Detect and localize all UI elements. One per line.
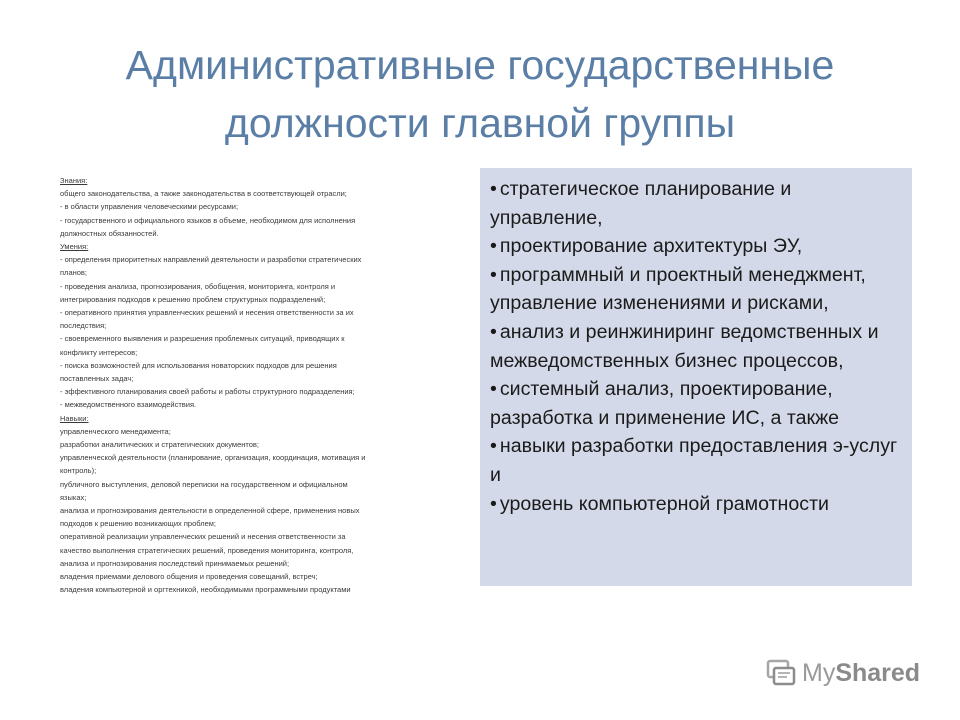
text-line: - оперативного принятия управленческих решений и несения ответственности за их: [60, 308, 354, 318]
text-line: контроль);: [60, 466, 97, 476]
text-line: языках;: [60, 492, 87, 502]
key-skill-item: [490, 232, 904, 261]
text-line: - эффективного планирования своей работы и работы структурного подразделения;: [60, 387, 355, 397]
text-line: - своевременного выявления и разрешения проблемных ситуаций, приводящих к: [60, 334, 345, 344]
key-skill-item: [490, 375, 904, 432]
text-line: публичного выступления, деловой переписки на государственном и официальном: [60, 479, 348, 489]
text-line: управленческой деятельности (планирование, организация, координация, мотивация и: [60, 453, 366, 463]
text-line: - межведомственного взаимодействия.: [60, 400, 197, 410]
key-skill-item: [490, 318, 904, 375]
text-line: качество выполнения стратегических решений, проведения мониторинга, контроля,: [60, 545, 354, 555]
title-line-1: Административные государственные: [125, 42, 835, 88]
bullet-icon: •: [490, 435, 497, 458]
text-line: подходов к решению возникающих проблем;: [60, 519, 217, 529]
text-line: конфликту интересов;: [60, 347, 138, 357]
key-skill-item: [490, 490, 904, 519]
text-line: планов;: [60, 268, 87, 278]
logo-text: [802, 659, 920, 688]
logo-text-my: My: [802, 658, 836, 687]
key-skill-text: системный анализ, проектирование, разработка и применение ИС, а также: [490, 378, 840, 429]
text-line: - проведения анализа, прогнозирования, обобщения, мониторинга, контроля и: [60, 281, 336, 291]
bullet-icon: •: [490, 492, 497, 515]
key-skill-text: навыки разработки предоставления э-услуг и: [490, 435, 898, 486]
bullet-icon: •: [490, 378, 497, 401]
text-line: владения компьютерной и оргтехникой, необходимыми программными продуктами: [60, 585, 351, 595]
section-heading: Навыки:: [60, 413, 89, 423]
text-line: оперативной реализации управленческих решений и несения ответственности за: [60, 532, 346, 542]
section-heading: Знания:: [60, 176, 88, 185]
text-line: - в области управления человеческими ресурсами;: [60, 202, 239, 212]
bullet-icon: •: [490, 235, 497, 258]
text-line: интегрирования подходов к решению проблем структурных подразделений;: [60, 294, 326, 304]
mysahred-logo: [766, 655, 920, 691]
text-line: - определения приоритетных направлений деятельности и разработки стратегических: [60, 255, 362, 265]
key-skill-text: проектирование архитектуры ЭУ,: [499, 235, 803, 258]
competencies-text-block: [60, 174, 472, 597]
key-skill-text: уровень компьютерной грамотности: [499, 492, 829, 515]
text-line: разработки аналитических и стратегических документов;: [60, 440, 259, 450]
text-line: должностных обязанностей.: [60, 228, 159, 238]
key-skill-item: [490, 261, 904, 318]
logo-text-shared: Shared: [835, 658, 921, 687]
text-line: владения приемами делового общения и проведения совещаний, встреч;: [60, 572, 318, 582]
slide-title: [60, 36, 900, 152]
text-line: - поиска возможностей для использования новаторских подходов для решения: [60, 360, 337, 370]
key-skills-box: [480, 168, 912, 586]
key-skill-item: [490, 432, 904, 489]
section-heading: Умения:: [60, 242, 89, 252]
bullet-icon: •: [490, 263, 497, 286]
mysahred-logo-icon: [766, 658, 796, 688]
key-skills-list: [480, 168, 912, 518]
key-skill-text: анализ и реинжиниринг ведомственных и межведомственных бизнес процессов,: [490, 320, 879, 372]
text-line: - государственного и официального языков в объеме, необходимом для исполнения: [60, 215, 356, 225]
key-skill-item: [490, 175, 904, 232]
title-line-2: должности главной группы: [224, 100, 736, 146]
text-line: управленческого менеджмента;: [60, 426, 171, 436]
key-skill-text: программный и проектный менеджмент, управление изменениями и рисками,: [490, 263, 866, 315]
text-line: анализа и прогнозирования деятельности в определенной сфере, применения новых: [60, 506, 360, 516]
key-skill-text: стратегическое планирование и управление,: [490, 178, 792, 229]
bullet-icon: •: [490, 320, 497, 343]
text-line: поставленных задач;: [60, 374, 134, 384]
bullet-icon: •: [490, 178, 497, 200]
text-line: последствия;: [60, 321, 107, 331]
text-line: общего законодательства, а также законодательства в соответствующей отрасли;: [60, 189, 347, 199]
text-line: анализа и прогнозирования последствий принимаемых решений;: [60, 558, 290, 568]
